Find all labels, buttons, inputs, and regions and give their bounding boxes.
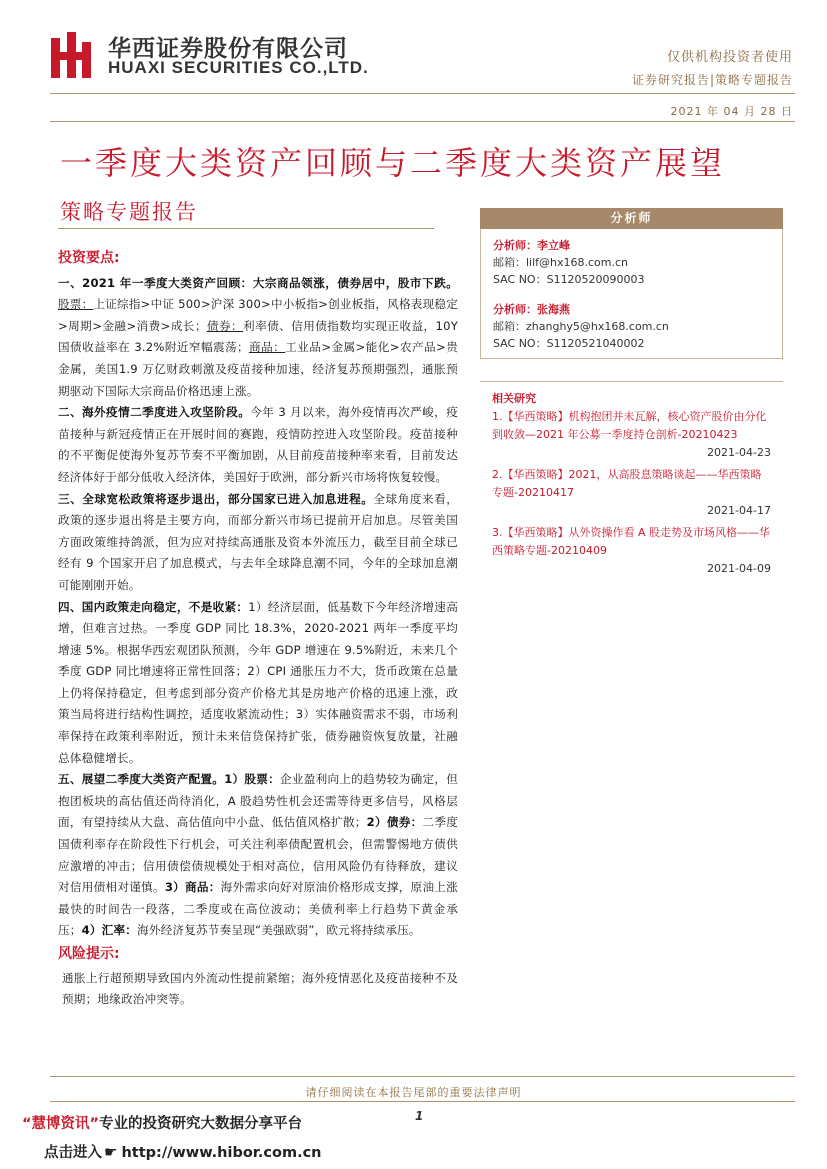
p3-lead: 三、全球宽松政策将逐步退出，部分国家已进入加息进程。 xyxy=(58,491,374,506)
p5-text-stocks: 企业盈利向上的趋势较为确定，但抱团板块的高估值还尚待消化，A 股趋势性机会还需等待更多信号，风格层面，有望持续从大盘、高估值向中小盘、低估值风格扩散； xyxy=(58,772,458,830)
paragraph-4 xyxy=(58,597,458,770)
paragraph-3 xyxy=(58,489,458,597)
pointing-hand-icon: ☛ xyxy=(104,1143,118,1161)
p4-text: 1）经济层面，低基数下今年经济增速高增，但难言过热。一季度 GDP 同比 18.3%，2020-2021 两年一季度平均增速 5%。根据华西宏观团队预测，今年 GDP 增速在 9.5%附近，未来几个季度 GDP 同比增速将正常性回落；2）CPI 通胀压力不大，货币政策在总量上仍将保持稳定，但考虑到部分资产价格尤其是房地产价格的迅速上涨，政策当局将进行结构性调控，适度收紧流动性；3）实体融资需求不弱，市场利率保持在政策利率附近，预计未来信贷保持扩张，债券融资恢复放量，社融总体稳健增长。 xyxy=(58,599,458,765)
risk-title: 风险提示: xyxy=(58,946,120,962)
analyst-1 xyxy=(493,237,770,288)
analyst-name: 分析师：李立峰 xyxy=(493,239,570,252)
audience-note: 仅供机构投资者使用 xyxy=(666,50,793,65)
header-divider xyxy=(50,93,795,94)
p1-text-commodities: 工业品>金属>能化>农产品>贵金属，美国1.9 万亿财政刺激及疫苗接种加速，经济复苏预期强烈，通胀预期驱动下国际大宗商品价格迅速上涨。 xyxy=(58,340,458,398)
huaxi-logo-icon xyxy=(51,32,97,80)
p5-text-bonds: 二季度国债利率存在阶段性下行机会，可关注利率债配置机会，但需警惕地方债供应激增的冲击；信用债偿债规模处于相对高位，信用风险仍有待释放，建议对信用债相对谨慎。 xyxy=(58,815,458,895)
p3-text: 全球角度来看，政策的逐步退出将是主要方向，而部分新兴市场已提前开启加息。尽管美国方面政策维持鸽派，但为应对持续高通胀及资本外流压力，截至目前全球已经有 9 个国家开启了加息模式，与去年全球降息潮不同，今年的全球加息潮可能刚刚开始。 xyxy=(58,491,459,592)
paragraph-2 xyxy=(58,402,458,488)
p5-label-bonds: 2）债券： xyxy=(366,815,423,830)
paragraph-5 xyxy=(58,769,458,942)
p1-label-stocks: 股票： xyxy=(58,297,94,312)
report-type: 证券研究报告|策略专题报告 xyxy=(631,73,793,87)
analyst-email[interactable]: 邮箱：zhanghy5@hx168.com.cn xyxy=(493,320,669,333)
p1-text-bonds: 利率债、信用债指数均实现正收益，10Y 国债收益率在 3.2%附近窄幅震荡； xyxy=(58,318,458,355)
page-number: 1 xyxy=(415,1109,424,1123)
report-date: 2021 年 04 月 28 日 xyxy=(670,105,793,118)
p5-label-stocks: 1）股票： xyxy=(224,772,281,787)
analyst-2 xyxy=(493,301,770,352)
analyst-name: 分析师：张海燕 xyxy=(493,303,570,316)
subtitle-divider xyxy=(58,228,434,229)
p5-text-fx: 海外经济复苏节奏呈现“美强欧弱”，欧元将持续承压。 xyxy=(137,923,421,938)
p2-text: 今年 3 月以来，海外疫情再次严峻，疫苗接种与新冠疫情正在开展时间的赛跑，疫情防控进入攻坚阶段。疫苗接种的不平衡促使海外复苏节奏不平衡加剧，从目前疫苗接种率来看，目前发达经济体好于部分低收入经济体，美国好于欧洲，部分新兴市场将恢复较慢。 xyxy=(58,405,458,484)
footer-divider xyxy=(50,1076,795,1077)
promo-link-prefix: 点击进入 xyxy=(44,1145,102,1161)
company-name-en: HUAXI SECURITIES CO.,LTD. xyxy=(108,58,369,77)
p4-lead: 四、国内政策走向稳定，不是收紧： xyxy=(58,599,249,614)
analyst-sidebar xyxy=(480,208,783,586)
p5-label-commodities: 3）商品： xyxy=(164,880,221,895)
p1-label-bonds: 债券： xyxy=(206,318,244,333)
footer-divider-2 xyxy=(50,1101,795,1102)
legal-notice: 请仔细阅读在本报告尾部的重要法律声明 xyxy=(305,1086,522,1099)
risk-text: 通胀上行超预期导致国内外流动性提前紧缩；海外疫情恶化及疫苗接种不及预期；地缘政治冲突等。 xyxy=(62,970,458,1007)
related-item[interactable]: 3.【华西策略】从外资操作看 A 股走势及市场风格——华西策略专题-20210409 xyxy=(492,526,771,557)
related-date: 2021-04-17 xyxy=(707,504,771,517)
p1-label-commodities: 商品： xyxy=(248,340,286,355)
analyst-sac: SAC NO：S1120521040002 xyxy=(493,337,645,350)
related-date: 2021-04-23 xyxy=(707,446,771,459)
p5-lead: 五、展望二季度大类资产配置。 xyxy=(58,772,225,787)
related-date: 2021-04-09 xyxy=(707,562,771,575)
p5-label-fx: 4）汇率： xyxy=(81,923,138,938)
sidebar-header: 分析师 xyxy=(480,208,783,229)
promo-line xyxy=(22,1112,302,1133)
promo-link-line xyxy=(44,1141,322,1162)
related-title: 相关研究 xyxy=(492,392,536,405)
analyst-box xyxy=(480,229,783,359)
company-name-cn: 华西证券股份有限公司 xyxy=(108,36,348,62)
section-title: 投资要点: xyxy=(58,250,120,266)
page-title: 一季度大类资产回顾与二季度大类资产展望 xyxy=(60,144,726,182)
promo-text: 专业的投资研究大数据分享平台 xyxy=(99,1116,303,1132)
paragraph-1 xyxy=(58,273,458,403)
p1-lead: 一、2021 年一季度大类资产回顾：大宗商品领涨，债券居中，股市下跌。 xyxy=(58,275,458,290)
report-subtitle: 策略专题报告 xyxy=(60,200,198,224)
analyst-email[interactable]: 邮箱：lilf@hx168.com.cn xyxy=(493,256,629,269)
related-item[interactable]: 1.【华西策略】机构抱团并未瓦解，核心资产股价由分化到收敛—2021 年公募一季度持仓剖析-20210423 xyxy=(492,410,767,441)
promo-link[interactable]: http://www.hibor.com.cn xyxy=(121,1145,322,1161)
p1-text-stocks: 上证综指>中证 500>沪深 300>中小板指>创业板指，风格表现稳定>周期>金融>消费>成长； xyxy=(58,297,458,333)
investment-highlights xyxy=(58,248,458,1011)
related-item[interactable]: 2.【华西策略】2021，从高股息策略谈起——华西策略专题-20210417 xyxy=(492,468,762,499)
date-divider xyxy=(50,121,795,122)
p5-text-commodities: 海外需求向好对原油价格形成支撑，原油上涨最快的时间告一段落，二季度或在高位波动；美债利率上行趋势下黄金承压； xyxy=(58,880,458,938)
p2-lead: 二、海外疫情二季度进入攻坚阶段。 xyxy=(58,405,251,420)
related-research xyxy=(480,381,783,586)
analyst-sac: SAC NO：S1120520090003 xyxy=(493,273,645,286)
promo-brand: “慧博资讯” xyxy=(22,1116,100,1132)
